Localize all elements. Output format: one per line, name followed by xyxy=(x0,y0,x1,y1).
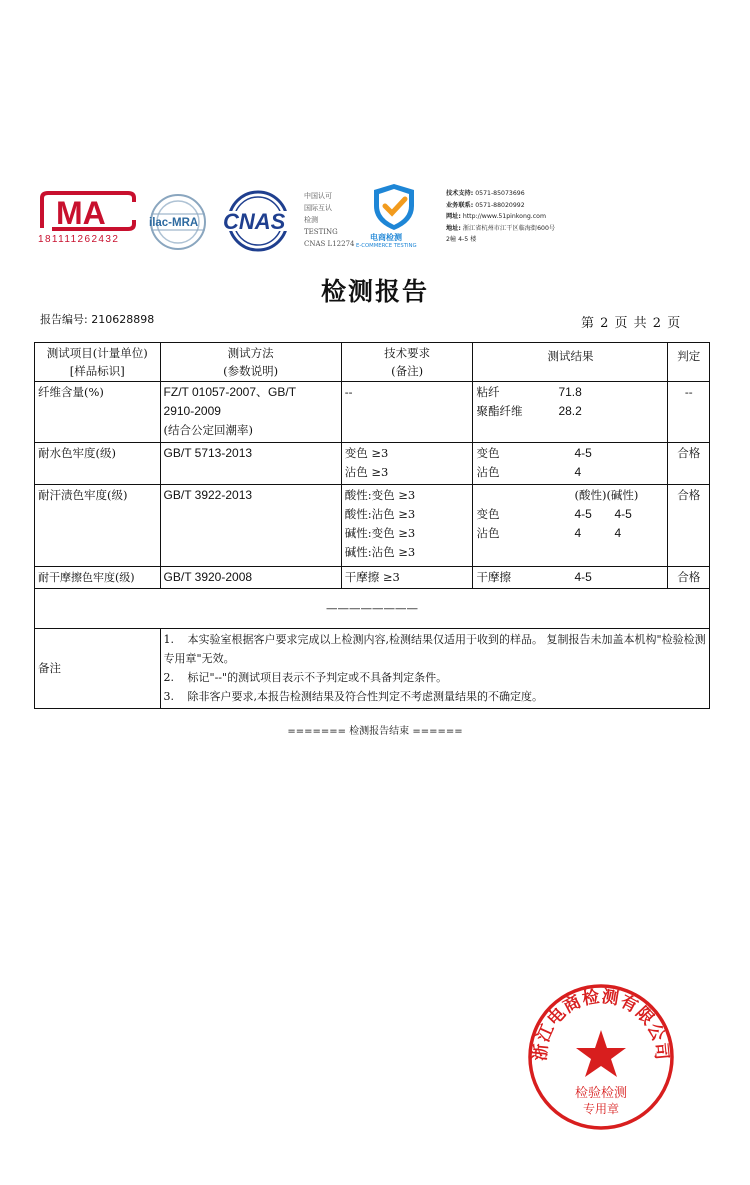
note-text: 本实验室根据客户要求完成以上检测内容,检测结果仅适用于收到的样品。 复制报告未加盖本机构"检验检测专用章"无效。 xyxy=(163,633,706,665)
result-value: 71.8 xyxy=(558,385,582,399)
row-requirement xyxy=(341,443,473,485)
table-row xyxy=(35,567,710,589)
row-method xyxy=(160,443,341,485)
cma-logo-text: MA xyxy=(56,195,106,231)
report-table xyxy=(34,342,710,709)
page-info: 第 2 页 共 2 页 xyxy=(581,316,682,331)
row-item: 纤维含量(%) xyxy=(35,382,161,443)
result-value: 4-5 xyxy=(574,570,592,584)
table-row xyxy=(35,382,710,443)
row-verdict: 合格 xyxy=(668,443,710,485)
result-alkali-header: (碱性) xyxy=(606,488,639,502)
note-text: 标记"--"的测试项目表示不予判定或不具备判定条件。 xyxy=(187,671,448,684)
header-method-line1: 测试方法 xyxy=(227,346,274,360)
row-requirement-line: 酸性:沾色 ≥3 xyxy=(344,507,416,521)
header-requirement-line2: (备注) xyxy=(391,364,424,378)
separator-cell xyxy=(35,589,710,629)
table-row xyxy=(35,485,710,567)
row-method-line: GB/T 5713-2013 xyxy=(163,446,253,460)
row-result xyxy=(473,485,668,567)
stamp-line1: 检验检测 xyxy=(574,1086,628,1101)
row-requirement-line: -- xyxy=(344,385,353,399)
result-value: 4-5 xyxy=(574,507,592,521)
notes-label: 备注 xyxy=(35,629,161,709)
header-verdict: 判定 xyxy=(668,343,710,382)
result-acid-header: (酸性) xyxy=(574,488,607,502)
result-value: 4 xyxy=(614,526,622,540)
row-requirement-line: 干摩擦 ≥3 xyxy=(344,570,400,584)
row-verdict: 合格 xyxy=(668,567,710,589)
page-title: 检测报告 xyxy=(320,277,429,306)
row-requirement-line: 酸性:变色 ≥3 xyxy=(344,488,416,502)
row-item: 耐干摩擦色牢度(级) xyxy=(35,567,161,589)
header-method xyxy=(160,343,341,382)
address-value-2: 2幢 4-5 楼 xyxy=(446,236,477,243)
cert-line: 国际互认 xyxy=(304,204,332,212)
result-value: 4 xyxy=(574,526,582,540)
row-method-note: (结合公定回潮率) xyxy=(163,423,254,437)
note-number: 1. xyxy=(163,633,175,646)
result-value: 28.2 xyxy=(558,404,582,418)
result-label: 聚酯纤维 xyxy=(476,404,523,418)
separator-line: ———————— xyxy=(326,601,418,615)
row-method-line: FZ/T 01057-2007、GB/T xyxy=(163,385,297,399)
note-item xyxy=(164,687,706,706)
result-value: 4 xyxy=(574,465,582,479)
row-requirement-line: 沾色 ≥3 xyxy=(344,465,389,479)
ecommerce-logo-cn: 电商检测 xyxy=(370,233,402,242)
table-header-row xyxy=(35,343,710,382)
row-result xyxy=(473,567,668,589)
ecommerce-logo-en: E-COMMERCE TESTING xyxy=(356,243,417,249)
address-label: 地址: xyxy=(446,224,461,232)
table-row xyxy=(35,443,710,485)
cma-number: 181111262432 xyxy=(38,234,120,245)
header-requirement xyxy=(341,343,473,382)
result-value: 4-5 xyxy=(614,507,632,521)
note-item xyxy=(164,668,706,687)
website-value[interactable]: http://www.51pinkong.com xyxy=(462,213,546,220)
row-requirement-line: 碱性:沾色 ≥3 xyxy=(344,545,416,559)
header-item-line1: 测试项目(计量单位) xyxy=(46,346,148,360)
tech-support-value: 0571-85073696 xyxy=(475,190,525,197)
result-label: 沾色 xyxy=(476,526,500,540)
row-method xyxy=(160,485,341,567)
cma-logo xyxy=(38,190,138,250)
row-verdict: 合格 xyxy=(668,485,710,567)
stamp-line2: 专用章 xyxy=(582,1102,620,1116)
ilac-logo-text: ilac-MRA xyxy=(149,217,199,229)
result-value: 4-5 xyxy=(574,446,592,460)
row-requirement xyxy=(341,382,473,443)
row-method-line: GB/T 3922-2013 xyxy=(163,488,253,502)
row-requirement-line: 变色 ≥3 xyxy=(344,446,389,460)
tech-support-label: 技术支持: xyxy=(446,190,474,197)
notes-row xyxy=(35,629,710,709)
header-result: 测试结果 xyxy=(473,343,668,382)
header-item xyxy=(35,343,161,382)
official-stamp xyxy=(526,982,676,1132)
row-method-line: 2910-2009 xyxy=(163,404,221,418)
cnas-logo-text: CNAS xyxy=(223,209,286,234)
result-label: 粘纤 xyxy=(476,385,500,399)
cert-line: 中国认可 xyxy=(304,192,332,200)
address-value: 浙江省杭州市江干区临海街600号 xyxy=(462,224,556,232)
header-item-line2: [样品标识] xyxy=(69,364,125,378)
report-number: 报告编号: 210628898 xyxy=(40,313,155,326)
stamp-company-name: 浙江电商检测有限公司 xyxy=(530,986,672,1062)
row-method xyxy=(160,382,341,443)
result-label xyxy=(476,486,574,505)
header-method-line2: (参数说明) xyxy=(223,364,279,378)
row-item: 耐水色牢度(级) xyxy=(35,443,161,485)
cma-mark xyxy=(38,190,138,232)
business-label: 业务联系: xyxy=(446,201,474,209)
row-requirement-line: 碱性:变色 ≥3 xyxy=(344,526,416,540)
row-verdict: -- xyxy=(668,382,710,443)
cert-text-block xyxy=(304,190,354,250)
row-method xyxy=(160,567,341,589)
cert-line: TESTING xyxy=(304,228,338,236)
ecommerce-testing-logo xyxy=(356,180,432,252)
business-value: 0571-88020992 xyxy=(475,201,525,209)
result-label: 沾色 xyxy=(476,465,500,479)
result-label: 干摩擦 xyxy=(476,570,511,584)
report-end-marker: ======= 检测报告结束 ====== xyxy=(287,726,463,737)
note-number: 2. xyxy=(163,671,175,684)
cert-line: CNAS L12274 xyxy=(304,240,355,248)
website-label: 网址: xyxy=(446,213,461,220)
note-item xyxy=(164,630,706,668)
row-requirement xyxy=(341,485,473,567)
cert-line: 检测 xyxy=(304,216,318,224)
notes-cell xyxy=(160,629,709,709)
row-method-line: GB/T 3920-2008 xyxy=(163,570,253,584)
ilac-logo xyxy=(146,192,210,252)
cnas-logo xyxy=(218,190,298,252)
header-requirement-line1: 技术要求 xyxy=(384,346,431,360)
result-label: 变色 xyxy=(476,507,500,521)
shield-check-icon xyxy=(356,180,432,232)
stamp-star-icon xyxy=(576,1030,626,1077)
result-label: 变色 xyxy=(476,446,500,460)
note-number: 3. xyxy=(163,690,175,703)
row-result xyxy=(473,382,668,443)
row-result xyxy=(473,443,668,485)
row-item: 耐汗渍色牢度(级) xyxy=(35,485,161,567)
separator-row xyxy=(35,589,710,629)
row-requirement xyxy=(341,567,473,589)
contact-block xyxy=(446,188,555,246)
note-text: 除非客户要求,本报告检测结果及符合性判定不考虑测量结果的不确定度。 xyxy=(187,690,544,703)
